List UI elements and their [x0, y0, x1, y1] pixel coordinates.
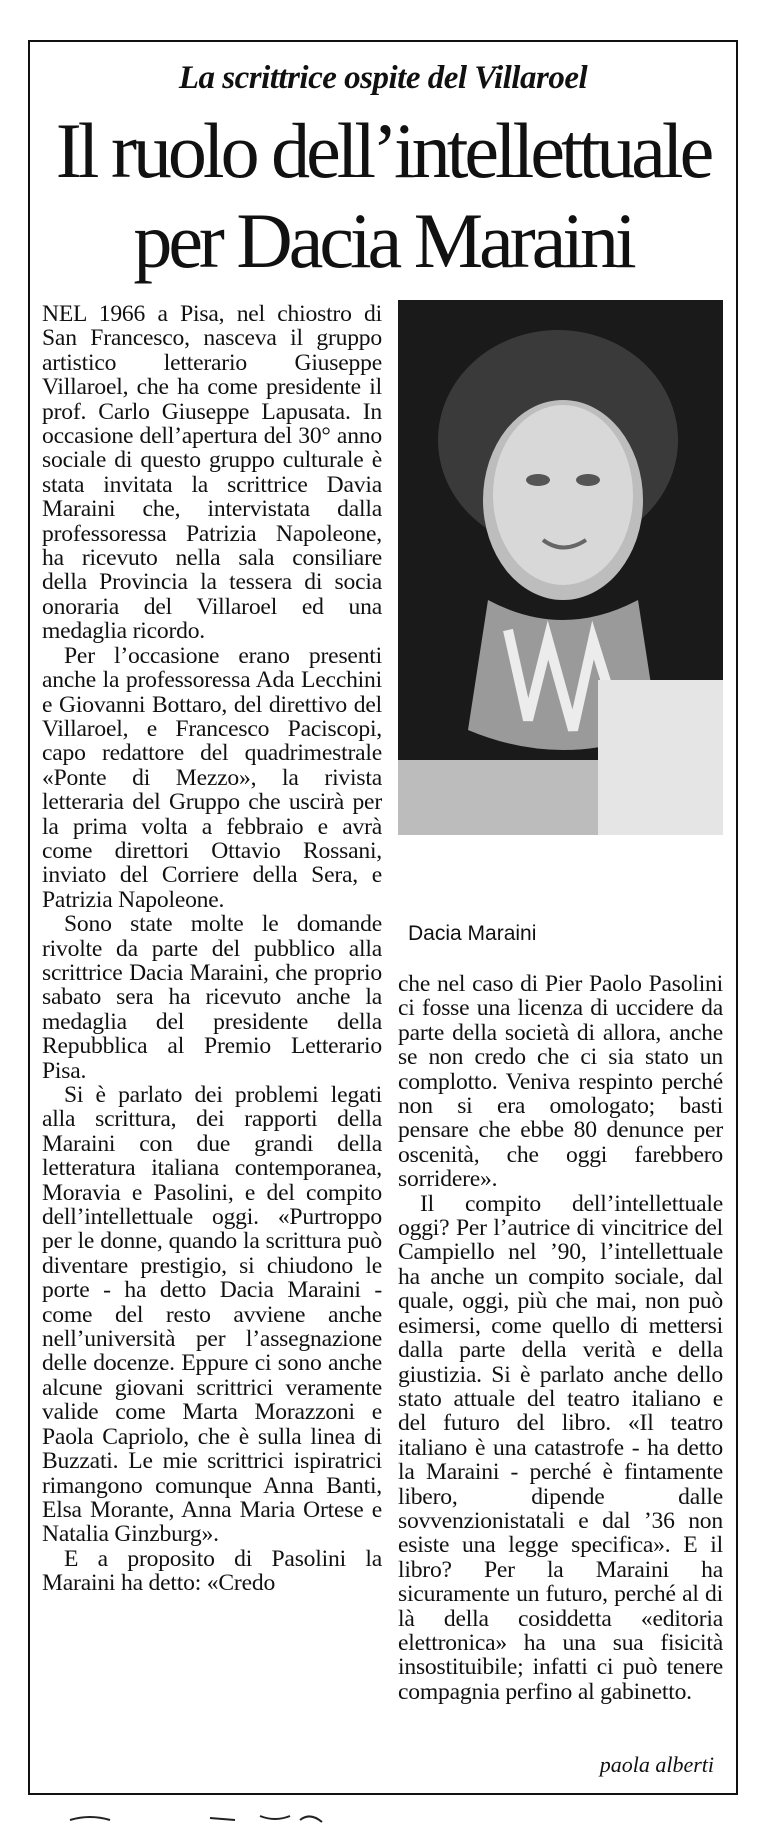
portrait-photo	[398, 300, 723, 835]
paragraph: NEL 1966 a Pisa, nel chiostro di San Francesco, nasceva il gruppo artistico letterario Giuseppe Villaroel, che ha come presidente il prof. Carlo Giuseppe Lapusata. In occasione dell’apertura del 30° anno sociale di questo gruppo culturale è stata invitata la scrittrice Davia Maraini che, intervistata dalla professoressa Patrizia Napoleone, ha ricevuto nella sala consiliare della Provincia la tessera di socia onoraria del Villaroel ed una medaglia ricordo.	[42, 301, 382, 645]
newspaper-clipping	[28, 40, 738, 1795]
portrait-image	[398, 300, 723, 835]
handwritten-mark	[60, 1808, 720, 1828]
headline-line-2: per Dacia Maraini	[133, 197, 633, 284]
byline: paola alberti	[599, 1752, 714, 1777]
paragraph: Sono state molte le domande rivolte da parte del pubblico alla scrittrice Dacia Maraini, che proprio sabato sera ha ricevuto anche la medaglia del presidente della Repubblica al Premio Letterario Pisa.	[42, 911, 382, 1084]
paragraph: Per l’occasione erano presenti anche la professoressa Ada Lecchini e Giovanni Bottaro, del direttivo del Villaroel, e Francesco Paciscopi, capo redattore del quadrimestrale «Ponte di Mezzo», la rivista letteraria del Gruppo che uscirà per la prima volta a febbraio e avrà come direttori Ottavio Rossani, inviato del Corriere della Sera, e Patrizia Napoleone.	[42, 642, 382, 913]
paragraph: E a proposito di Pasolini la Maraini ha detto: «Credo	[42, 1545, 382, 1597]
paragraph: Si è parlato dei problemi legati alla scrittura, dei rapporti della Maraini con due grandi della letteratura italiana contemporanea, Moravia e Pasolini, e del compito dell’intellettuale oggi. «Purtroppo per le donne, quando la scrittura può diventare prestigio, si chiudono le porte - ha detto Dacia Maraini - come del resto avviene anche nell’università per l’assegnazione delle docenze. Eppure ci sono anche alcune giovani scrittrici veramente valide come Marta Morazzoni e Paola Capriolo, che è sulla linea di Buzzati. Le mie scrittrici ispiratrici rimangono comunque Anna Banti, Elsa Morante, Anna Maria Ortese e Natalia Ginzburg».	[42, 1082, 382, 1548]
kicker: La scrittrice ospite del Villaroel	[178, 60, 588, 96]
paragraph: che nel caso di Pier Paolo Pasolini ci fosse una licenza di uccidere da parte della società di allora, anche se non credo che ci sia stato un complotto. Veniva respinto perché non si era omologato; basti pensare che ebbe 80 denunce per oscenità, che oggi farebbero sorridere».	[398, 971, 723, 1193]
article-column-left	[42, 302, 382, 1596]
paragraph: Il compito dell’intellettuale oggi? Per l’autrice di vincitrice del Campiello nel ’90, l’intellettuale ha anche un compito sociale, dal quale, oggi, più che mai, non può esimersi, come quello di mettersi dalla parte della verità e della giustizia. Si è parlato anche dello stato attuale del teatro italiano e del futuro del libro. «Il teatro italiano è una catastrofe - ha detto la Maraini - perché è fintamente libero, dipende dalle sovvenzionistatali e dal ’36 non esiste una legge specifica». E il libro? Per la Maraini ha sicuramente un futuro, perché al di là della cosiddetta «editoria elettronica» ha una sua fisicità insostituibile; infatti ci può tenere compagnia perfino al gabinetto.	[398, 1190, 723, 1705]
photo-caption: Dacia Maraini	[408, 922, 537, 945]
article-column-right	[398, 972, 723, 1704]
headline-line-1: Il ruolo dell’intellettuale	[55, 107, 711, 194]
